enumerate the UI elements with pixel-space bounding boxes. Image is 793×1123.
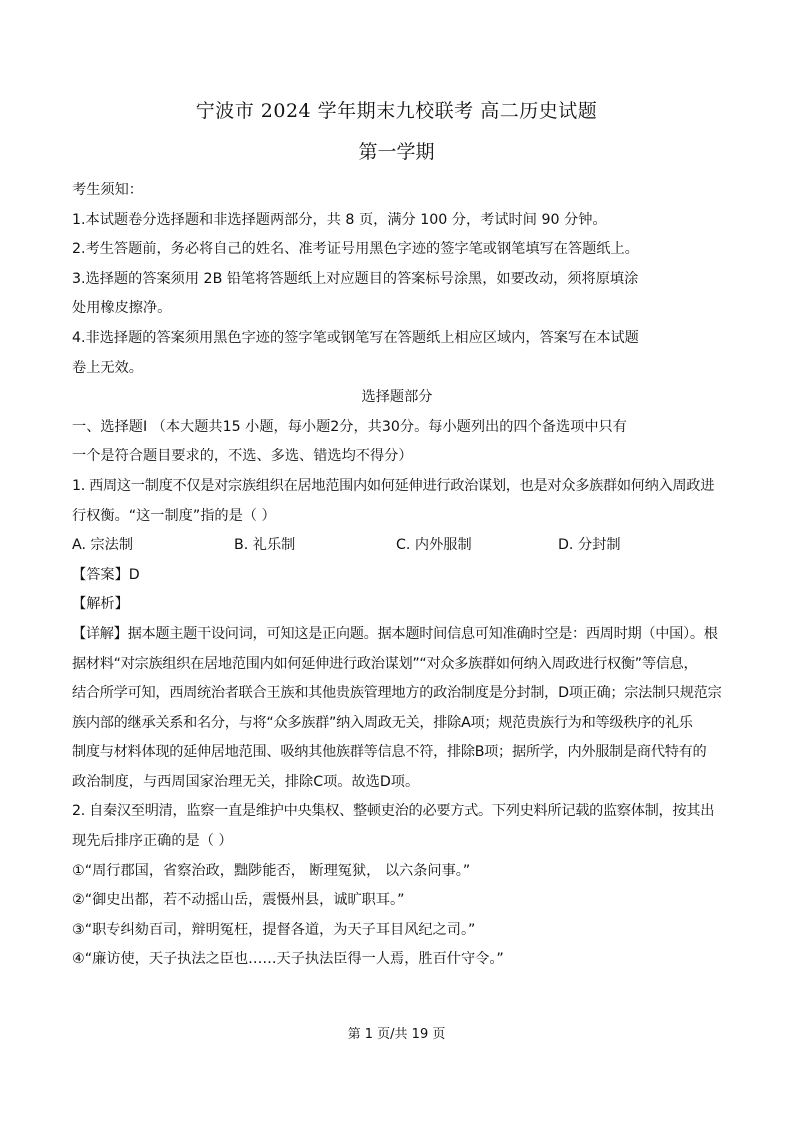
section-title: 选择题部分 [361,389,433,406]
question-1-options [72,531,722,561]
option-b: B. 礼乐制 [234,537,296,554]
detail-line: 族内部的继承关系和名分，与将“众多族群”纳入周政无关，排除A项；规范贵族行为和等级秩序的礼乐 [72,714,693,731]
answer-row [72,561,722,591]
detail-line [72,620,722,650]
option-c: C. 内外服制 [396,537,472,554]
page-footer: 第 1 页/共 19 页 [347,1027,446,1042]
detail-line: 结合所学可知，西周统治者联合王族和其他贵族管理地方的政治制度是分封制，D项正确；宗法制只规范宗 [72,685,722,702]
page-subtitle: 第一学期 [358,141,435,163]
notice-item: 处用橡皮擦净。 [72,300,172,317]
section-intro: 一个是符合题目要求的，不选、多选、错选均不得分） [72,448,413,465]
question-2-stem: 现先后排序正确的是（ ） [72,833,233,850]
notice-heading: 考生须知： [72,182,143,198]
answer-label: 【答案】 [72,566,129,583]
question-2-item: ②“御史出都，若不动摇山岳，震慑州县，诚旷职耳。” [72,892,405,909]
answer-value: D [128,566,140,583]
exam-notice [72,176,722,975]
detail-line: 据材料“对宗族组织在居地范围内如何延伸进行政治谋划”“对众多族群如何纳入周政进行权衡”等信息， [72,655,698,672]
detail-line: 制度与材料体现的延伸居地范围、吸纳其他族群等信息不符，排除B项；据所学，内外服制是商代特有的 [72,744,707,761]
detail-line: 政治制度，与西周国家治理无关，排除C项。故选D项。 [72,773,420,790]
question-2-item: ③“职专纠劾百司，辩明冤枉，提督各道，为天子耳目风纪之司。” [72,921,476,938]
question-1-stem: 行权衡。“这一制度”指的是（ ） [72,507,276,524]
question-2-item: ④“廉访使，天子执法之臣也……天子执法臣得一人焉，胜百什守令。” [72,951,504,968]
notice-item: 3.选择题的答案须用 2B 铅笔将答题纸上对应题目的答案标号涂黑，如要改动，须将原填涂 [72,270,639,287]
option-d: D. 分封制 [558,537,621,554]
analysis-label: 【解析】 [72,596,129,613]
notice-item: 2.考生答题前，务必将自己的姓名、准考证号用黑色字迹的签字笔或钢笔填写在答题纸上。 [72,241,639,258]
notice-item: 1.本试题卷分选择题和非选择题两部分，共 8 页，满分 100 分，考试时间 90 分钟。 [72,211,607,228]
section-intro: 一、选择题Ⅰ （本大题共15 小题，每小题2分，共30分。每小题列出的四个备选项中只有 [72,418,627,435]
detail-label: 【详解】 [72,625,128,642]
option-a: A. 宗法制 [72,537,134,554]
detail-text: 据本题主题干设问词，可知这是正向题。据本题时间信息可知准确时空是：西周时期（中国）。根 [127,625,718,642]
notice-item: 卷上无效。 [72,359,143,376]
page-title: 宁波市 2024 学年期末九校联考 高二历史试题 [195,100,598,122]
question-1-stem: 1. 西周这一制度不仅是对宗族组织在居地范围内如何延伸进行政治谋划，也是对众多族群如何纳入周政进 [72,477,715,494]
notice-item: 4.非选择题的答案须用黑色字迹的签字笔或钢笔写在答题纸上相应区域内，答案写在本试题 [72,329,639,346]
question-2-stem: 2. 自秦汉至明清，监察一直是维护中央集权、整顿吏治的必要方式。下列史料所记载的监察体制，按其出 [72,803,715,820]
question-2-item: ①“周行郡国，省察治政，黜陟能否， 断理冤狱， 以六条问事。” [72,862,471,879]
